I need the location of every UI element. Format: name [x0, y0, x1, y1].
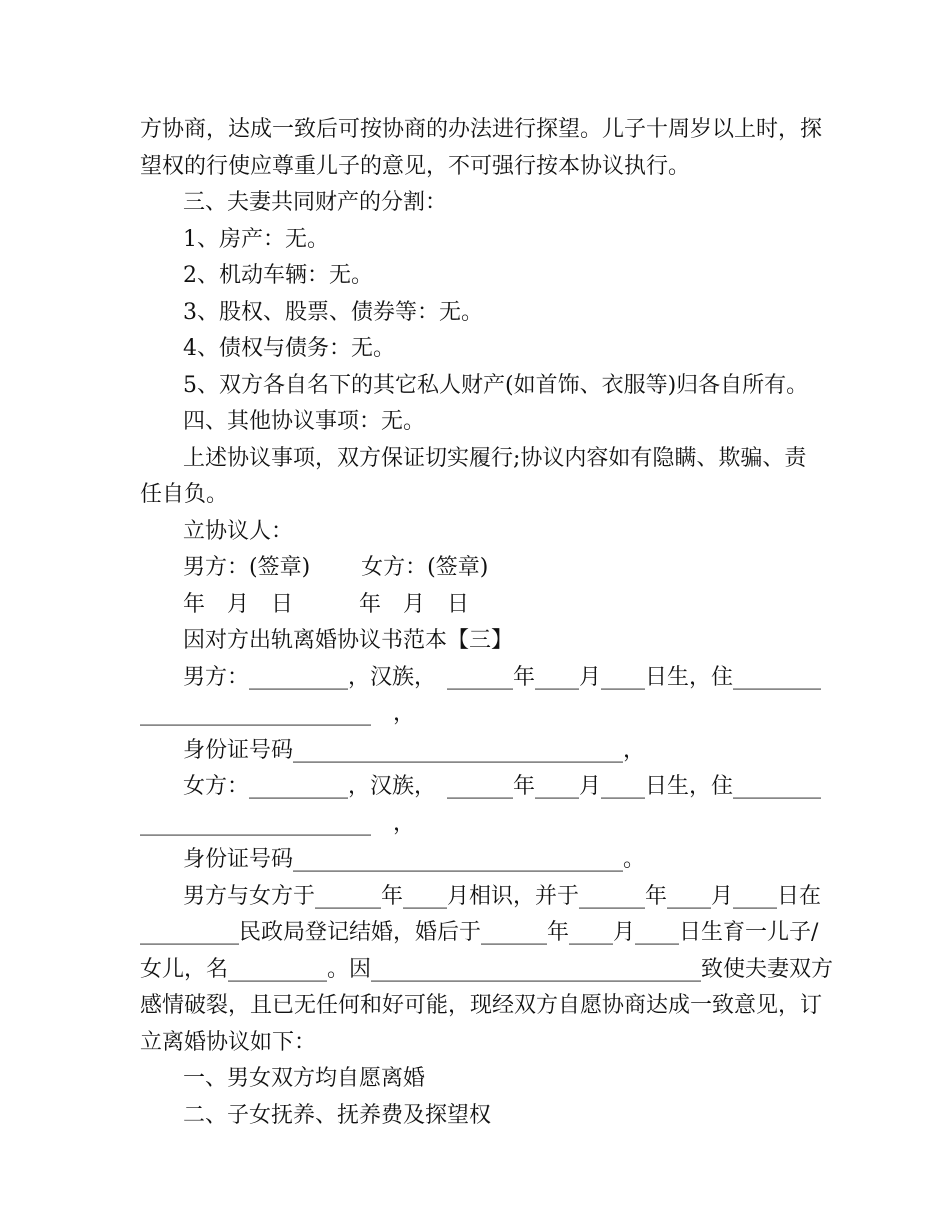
list-item: 3、股权、股票、债券等：无。	[183, 299, 483, 325]
list-item: 2、机动车辆：无。	[183, 263, 373, 288]
document-title: 因对方出轨离婚协议书范本【三】	[183, 628, 514, 653]
signature-line: 男方：(签章) 女方：(签章)	[183, 555, 489, 580]
form-line-male: 男方：_________，汉族， ______年____月____日生，住________	[183, 664, 822, 690]
section-heading: 二、子女抚养、抚养费及探望权	[183, 1102, 492, 1128]
body-line: 立离婚协议如下：	[140, 1029, 317, 1055]
form-line-continuation: _____________________ ，	[140, 810, 416, 836]
section-heading: 四、其他协议事项：无。	[183, 409, 426, 434]
list-item: 5、双方各自名下的其它私人财产(如首饰、衣服等)归各自所有。	[183, 372, 809, 398]
id-number-line: 身份证号码______________________________，	[183, 737, 646, 763]
body-line: 上述协议事项，双方保证切实履行;协议内容如有隐瞒、欺骗、责	[183, 445, 807, 471]
body-line: _________民政局登记结婚，婚后于______年____月____日生育一儿子/	[140, 920, 819, 945]
body-line: 望权的行使应尊重儿子的意见，不可强行按本协议执行。	[140, 153, 691, 179]
form-line-female: 女方：_________，汉族， ______年____月____日生，住________	[183, 774, 822, 799]
body-line: 方协商，达成一致后可按协商的办法进行探望。儿子十周岁以上时，探	[140, 117, 823, 142]
signatory-label: 立协议人：	[183, 518, 294, 544]
body-line: 任自负。	[140, 482, 229, 507]
section-heading: 三、夫妻共同财产的分割：	[183, 190, 448, 215]
form-line-continuation: _____________________ ，	[140, 701, 416, 726]
body-line: 感情破裂，且已无任何和好可能，现经双方自愿协商达成一致意见，订	[140, 993, 823, 1018]
body-line: 女儿，名_________。因______________________________致使夫妻双方	[140, 956, 834, 982]
id-number-line: 身份证号码______________________________。	[183, 847, 646, 872]
body-line: 男方与女方于______年____月相识，并于______年____月____日在	[183, 883, 822, 909]
list-item: 1、房产：无。	[183, 226, 329, 252]
date-line: 年 月 日 年 月 日	[183, 591, 470, 617]
list-item: 4、债权与债务：无。	[183, 336, 395, 361]
section-heading: 一、男女双方均自愿离婚	[183, 1066, 426, 1091]
document-body	[140, 112, 834, 1134]
